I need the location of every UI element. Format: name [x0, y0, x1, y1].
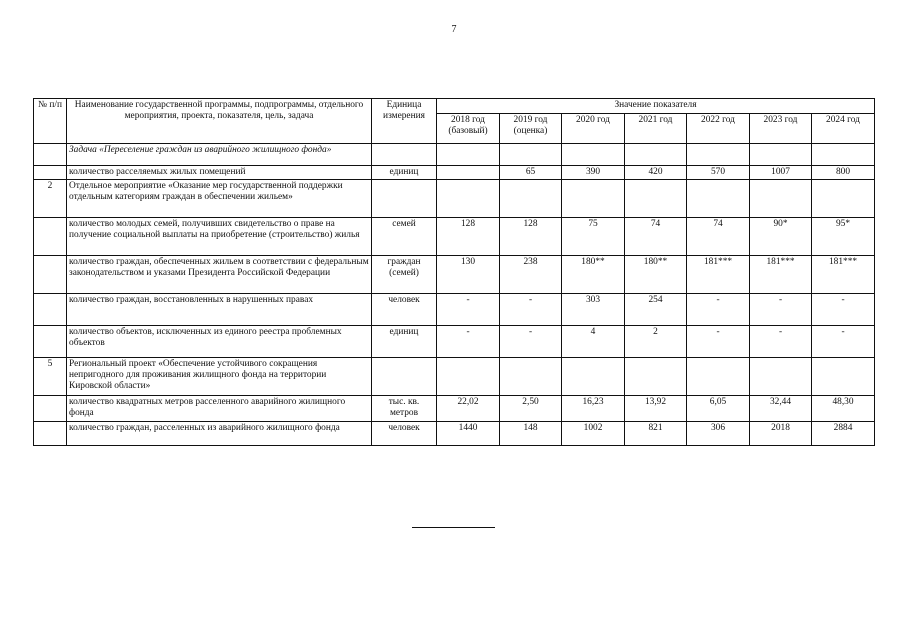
row-number: 5: [34, 358, 67, 396]
row-value: 148: [500, 422, 562, 446]
row-value: 254: [625, 294, 687, 326]
table-row: [34, 218, 875, 256]
row-value: [500, 358, 562, 396]
row-value: 22,02: [437, 396, 500, 422]
row-value: 238: [500, 256, 562, 294]
row-value: 128: [500, 218, 562, 256]
header-value: Значение показателя: [437, 99, 875, 114]
row-number: [34, 218, 67, 256]
row-number: [34, 422, 67, 446]
page-number: 7: [451, 24, 457, 35]
row-value: 181***: [750, 256, 812, 294]
table-row: [34, 166, 875, 180]
header-year: 2021 год: [625, 114, 687, 144]
header-year: 2020 год: [562, 114, 625, 144]
row-value: [687, 358, 750, 396]
row-number: [34, 144, 67, 166]
row-value: 2884: [812, 422, 875, 446]
table-row: [34, 422, 875, 446]
row-value: 570: [687, 166, 750, 180]
row-name: Региональный проект «Обеспечение устойчивого сокращения непригодного для проживания жилищного фонда на территории Кировской области»: [67, 358, 372, 396]
row-value: [812, 144, 875, 166]
row-number: [34, 396, 67, 422]
row-value: 1002: [562, 422, 625, 446]
row-value: 75: [562, 218, 625, 256]
row-value: [562, 358, 625, 396]
row-unit: тыс. кв. метров: [372, 396, 437, 422]
row-value: [687, 144, 750, 166]
row-value: 65: [500, 166, 562, 180]
row-value: [750, 180, 812, 218]
row-value: [625, 358, 687, 396]
row-value: -: [500, 294, 562, 326]
row-value: -: [812, 326, 875, 358]
row-value: 74: [625, 218, 687, 256]
row-value: 2018: [750, 422, 812, 446]
header-unit: Единица измерения: [372, 99, 437, 144]
row-number: [34, 256, 67, 294]
header-year: 2018 год (базовый): [437, 114, 500, 144]
row-value: [562, 180, 625, 218]
row-value: 2,50: [500, 396, 562, 422]
row-unit: [372, 144, 437, 166]
row-value: 95*: [812, 218, 875, 256]
row-name: Задача «Переселение граждан из аварийного жилищного фонда»: [67, 144, 372, 166]
row-name: Отдельное мероприятие «Оказание мер государственной поддержки отдельным категориям граждан в обеспечении жильем»: [67, 180, 372, 218]
row-value: -: [687, 294, 750, 326]
row-value: [812, 358, 875, 396]
row-value: -: [437, 294, 500, 326]
row-value: [625, 180, 687, 218]
row-value: [750, 144, 812, 166]
row-value: -: [750, 326, 812, 358]
row-unit: человек: [372, 294, 437, 326]
row-value: 48,30: [812, 396, 875, 422]
row-name: количество расселяемых жилых помещений: [67, 166, 372, 180]
row-unit: граждан (семей): [372, 256, 437, 294]
row-unit: человек: [372, 422, 437, 446]
row-value: -: [500, 326, 562, 358]
row-value: 180**: [562, 256, 625, 294]
row-value: 306: [687, 422, 750, 446]
row-value: 32,44: [750, 396, 812, 422]
header-number: № п/п: [34, 99, 67, 144]
row-name: количество граждан, восстановленных в нарушенных правах: [67, 294, 372, 326]
row-name: количество объектов, исключенных из единого реестра проблемных объектов: [67, 326, 372, 358]
row-value: 303: [562, 294, 625, 326]
row-number: [34, 326, 67, 358]
row-value: -: [750, 294, 812, 326]
row-value: [437, 180, 500, 218]
row-value: 180**: [625, 256, 687, 294]
row-value: 1007: [750, 166, 812, 180]
row-unit: семей: [372, 218, 437, 256]
row-value: [562, 144, 625, 166]
footer-divider: [412, 527, 495, 528]
header-year: 2022 год: [687, 114, 750, 144]
row-value: 420: [625, 166, 687, 180]
row-value: 181***: [812, 256, 875, 294]
table-row: [34, 326, 875, 358]
row-unit: единиц: [372, 326, 437, 358]
header-year: 2023 год: [750, 114, 812, 144]
row-name: количество квадратных метров расселенного аварийного жилищного фонда: [67, 396, 372, 422]
row-name: количество граждан, расселенных из аварийного жилищного фонда: [67, 422, 372, 446]
row-name: количество граждан, обеспеченных жильем в соответствии с федеральным законодательством и указами Президента Российской Федерации: [67, 256, 372, 294]
row-value: [500, 144, 562, 166]
header-year: 2019 год (оценка): [500, 114, 562, 144]
table-row: [34, 144, 875, 166]
row-value: 6,05: [687, 396, 750, 422]
row-value: 821: [625, 422, 687, 446]
row-value: 2: [625, 326, 687, 358]
header-year: 2024 год: [812, 114, 875, 144]
table-row: [34, 256, 875, 294]
row-value: [750, 358, 812, 396]
row-value: 130: [437, 256, 500, 294]
row-value: [437, 144, 500, 166]
row-value: -: [437, 326, 500, 358]
row-unit: единиц: [372, 166, 437, 180]
table-row: [34, 294, 875, 326]
row-value: 800: [812, 166, 875, 180]
row-unit: [372, 180, 437, 218]
row-value: 90*: [750, 218, 812, 256]
table-row: [34, 180, 875, 218]
row-value: -: [687, 326, 750, 358]
row-value: [625, 144, 687, 166]
row-value: 128: [437, 218, 500, 256]
table-row: [34, 358, 875, 396]
row-value: 13,92: [625, 396, 687, 422]
row-number: 2: [34, 180, 67, 218]
row-unit: [372, 358, 437, 396]
row-value: 16,23: [562, 396, 625, 422]
row-value: 4: [562, 326, 625, 358]
table-row: [34, 396, 875, 422]
row-value: 181***: [687, 256, 750, 294]
row-number: [34, 166, 67, 180]
row-value: 390: [562, 166, 625, 180]
row-value: 74: [687, 218, 750, 256]
row-value: [812, 180, 875, 218]
row-name: количество молодых семей, получивших свидетельство о праве на получение социальной выплаты на приобретение (строительство) жилья: [67, 218, 372, 256]
row-value: [437, 358, 500, 396]
row-value: [437, 166, 500, 180]
row-number: [34, 294, 67, 326]
indicator-table: [33, 98, 875, 446]
row-value: -: [812, 294, 875, 326]
row-value: [500, 180, 562, 218]
row-value: 1440: [437, 422, 500, 446]
header-name: Наименование государственной программы, подпрограммы, отдельного мероприятия, проекта, показателя, цель, задача: [67, 99, 372, 144]
row-value: [687, 180, 750, 218]
